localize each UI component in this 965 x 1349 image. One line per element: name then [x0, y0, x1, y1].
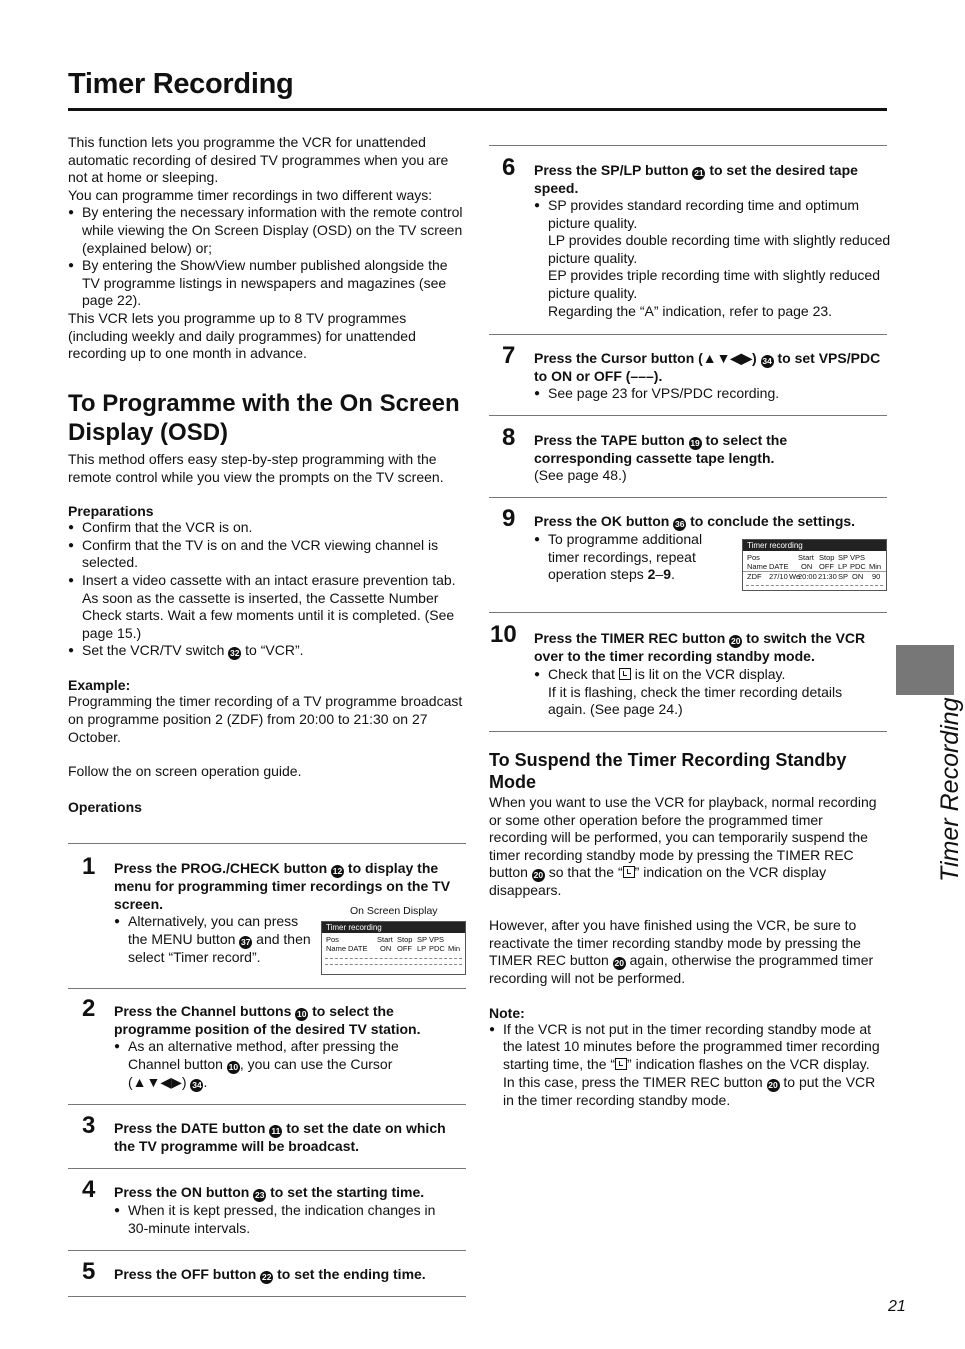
preparation-item: ● Insert a video cassette with an intact erasure prevention tab.	[68, 572, 466, 590]
side-tab-label: Timer Recording	[936, 697, 964, 882]
button-number-badge: 20	[768, 1079, 778, 1090]
osd-header: Timer recording	[322, 922, 465, 933]
button-number-badge: 32	[230, 648, 240, 659]
button-number-badge: 36	[675, 519, 685, 529]
button-number-badge: 23	[255, 1190, 265, 1200]
intro-paragraph: This function lets you programme the VCR for unattended automatic recording of desired TV programmes when you are not at home or sleeping.	[68, 134, 449, 186]
suspend-paragraph: However, after you have finished using the VCR, be sure to reactivate the timer recording standby mode by pressing the TIMER REC button 20 again, otherwise the programmed timer recording will not be performed.	[489, 916, 874, 987]
section-heading: To Suspend the Timer Recording Standby Mode	[489, 750, 847, 792]
button-number-badge: 37	[241, 936, 251, 947]
step-divider	[489, 415, 887, 416]
button-number-badge: 21	[694, 168, 704, 178]
step-divider	[489, 612, 887, 613]
step-divider	[68, 1104, 466, 1105]
step-number: 2	[82, 995, 96, 1022]
step-2-bullet: ● As an alternative method, after pressing the Channel button 10 , you can use the Cursor (▲▼◀▶) 34 .	[114, 1038, 428, 1092]
step-2-text: Press the Channel buttons 10 to select the programme position of the desired TV station.	[114, 1003, 421, 1037]
button-number-badge: 20	[731, 636, 741, 646]
step-divider	[68, 843, 466, 844]
intro-paragraph: This VCR lets you programme up to 8 TV programmes (including weekly and daily programmes) for unattended recording up to one month in advance.	[68, 309, 416, 362]
step-divider	[489, 145, 887, 146]
step-7-bullet: ● See page 23 for VPS/PDC recording.	[534, 385, 893, 403]
button-number-badge: 12	[332, 866, 343, 876]
step-10-bullet: ● Check that is lit on the VCR display. If it is flashing, check the timer recording details again. (See page 24.)	[534, 666, 878, 719]
intro-block	[68, 134, 466, 363]
timer-icon	[623, 866, 635, 878]
step-9-text: Press the OK button 36 to conclude the settings.	[534, 513, 856, 529]
step-10-text: Press the TIMER REC button 20 to switch the VCR over to the timer recording standby mode.	[534, 630, 866, 664]
step-divider	[489, 497, 887, 498]
preparation-item: ● Set the VCR/TV switch 32 to “VCR”.	[68, 642, 466, 660]
step-number: 9	[502, 505, 516, 532]
step-6-text: Press the SP/LP button 21 to set the desired tape speed.	[534, 162, 858, 196]
osd-screen-filled: Timer recording Pos Start Stop SP VPS Name DATE ON OFF LP PDC Min ZDF 27/10 We 20:00 21:30 SP ON 90	[742, 539, 887, 591]
step-1-bullet: ● Alternatively, you can press the MENU button 37 and then select “Timer record”.	[114, 913, 318, 966]
button-number-badge: 11	[271, 1126, 281, 1136]
osd-screen-empty: Timer recording Pos Start Stop SP VPS Name DATE ON OFF LP PDC Min	[321, 921, 466, 975]
note-label: Note:	[489, 1004, 525, 1021]
suspend-paragraph: When you want to use the VCR for playback, normal recording or some other operation before the programmed timer recording will be performed, you can temporarily suspend the timer recording standby mode by pressing the TIMER REC button 20 so that the “ ” indication on the VCR display disappears.	[489, 794, 877, 899]
step-number: 3	[82, 1112, 96, 1139]
follow-text: Follow the on screen operation guide.	[68, 763, 302, 780]
example-label: Example:	[68, 677, 131, 694]
step-divider	[489, 334, 887, 335]
button-number-badge: 34	[192, 1079, 202, 1090]
intro-bullet: ● By entering the necessary information with the remote control while viewing the On Screen Display (OSD) on the TV screen (explained below) or;	[68, 204, 466, 257]
preparations-label: Preparations	[68, 503, 154, 520]
button-number-badge: 10	[297, 1009, 307, 1019]
step-number: 10	[490, 621, 517, 648]
suspend-section	[489, 749, 885, 1109]
osd-header: Timer recording	[743, 540, 886, 551]
osd-caption: On Screen Display	[350, 905, 438, 917]
page-number: 21	[888, 1298, 906, 1315]
step-1-text: Press the PROG./CHECK button 12 to display the menu for programming timer recordings on the TV screen.	[114, 860, 451, 912]
step-divider	[489, 731, 887, 732]
step-number: 1	[82, 853, 96, 880]
intro-paragraph: You can programme timer recordings in two different ways:	[68, 186, 433, 203]
step-divider	[68, 1168, 466, 1169]
section-heading: To Programme with the On Screen Display (OSD)	[68, 390, 460, 446]
button-number-badge: 20	[533, 870, 544, 881]
timer-icon	[619, 668, 631, 680]
preparation-item: ● Confirm that the TV is on and the VCR viewing channel is selected.	[68, 537, 466, 572]
step-6-bullet: ● SP provides standard recording time and optimum picture quality. LP provides double recording time with slightly reduced picture quality. EP provides triple recording time with slightly reduced picture quality. Regarding the “A” indication, refer to page 23.	[534, 197, 893, 320]
button-number-badge: 34	[762, 356, 772, 366]
step-divider	[68, 1296, 466, 1297]
step-9-bullet: ● To programme additional timer recordings, repeat operation steps 2–9.	[534, 531, 728, 584]
title-rule	[68, 108, 887, 111]
step-8-text: Press the TAPE button 19 to select the corresponding cassette tape length.	[534, 432, 788, 466]
section-lead: This method offers easy step-by-step programming with the remote control while you view the prompts on the TV screen.	[68, 451, 444, 485]
step-7-text: Press the Cursor button (▲▼◀▶) 34 to set VPS/PDC to ON or OFF (–––).	[534, 350, 881, 384]
button-number-badge: 10	[228, 1061, 239, 1072]
button-number-badge: 19	[690, 438, 700, 448]
osd-section	[68, 389, 466, 815]
step-divider	[68, 1250, 466, 1251]
operations-label: Operations	[68, 798, 142, 815]
button-number-badge: 20	[614, 958, 624, 969]
preparation-note: As soon as the cassette is inserted, the Cassette Number Check starts. Wait a few moments until it is completed. (See page 15.)	[82, 589, 455, 641]
step-divider	[68, 988, 466, 989]
step-3-text: Press the DATE button 11 to set the date on which the TV programme will be broadcast.	[114, 1120, 446, 1154]
button-number-badge: 22	[262, 1272, 272, 1282]
note-text: ● If the VCR is not put in the timer recording standby mode at the latest 10 minutes before the programmed timer recording starting time, the “ ” indication flashes on the VCR display. In this case, press the TIMER REC button 20 to put the VCR in the timer recording standby mode.	[489, 1021, 885, 1109]
step-number: 4	[82, 1176, 96, 1203]
page-title: Timer Recording	[68, 68, 294, 100]
step-5-text: Press the OFF button 22 to set the ending time.	[114, 1266, 426, 1282]
example-text: Programming the timer recording of a TV programme broadcast on programme position 2 (ZDF) from 20:00 to 21:30 on 27 October.	[68, 693, 463, 745]
step-number: 8	[502, 424, 516, 451]
step-4-bullet: ● When it is kept pressed, the indication changes in 30-minute intervals.	[114, 1202, 458, 1237]
step-number: 7	[502, 342, 516, 369]
step-8-note: (See page 48.)	[534, 467, 627, 483]
side-tab	[896, 645, 954, 695]
timer-icon	[615, 1058, 627, 1070]
step-4-text: Press the ON button 23 to set the starting time.	[114, 1184, 425, 1200]
step-number: 6	[502, 154, 516, 181]
preparation-item: ● Confirm that the VCR is on.	[68, 519, 466, 537]
intro-bullet: ● By entering the ShowView number published alongside the TV programme listings in newspapers and magazines (see page 22).	[68, 257, 466, 310]
step-number: 5	[82, 1258, 96, 1285]
